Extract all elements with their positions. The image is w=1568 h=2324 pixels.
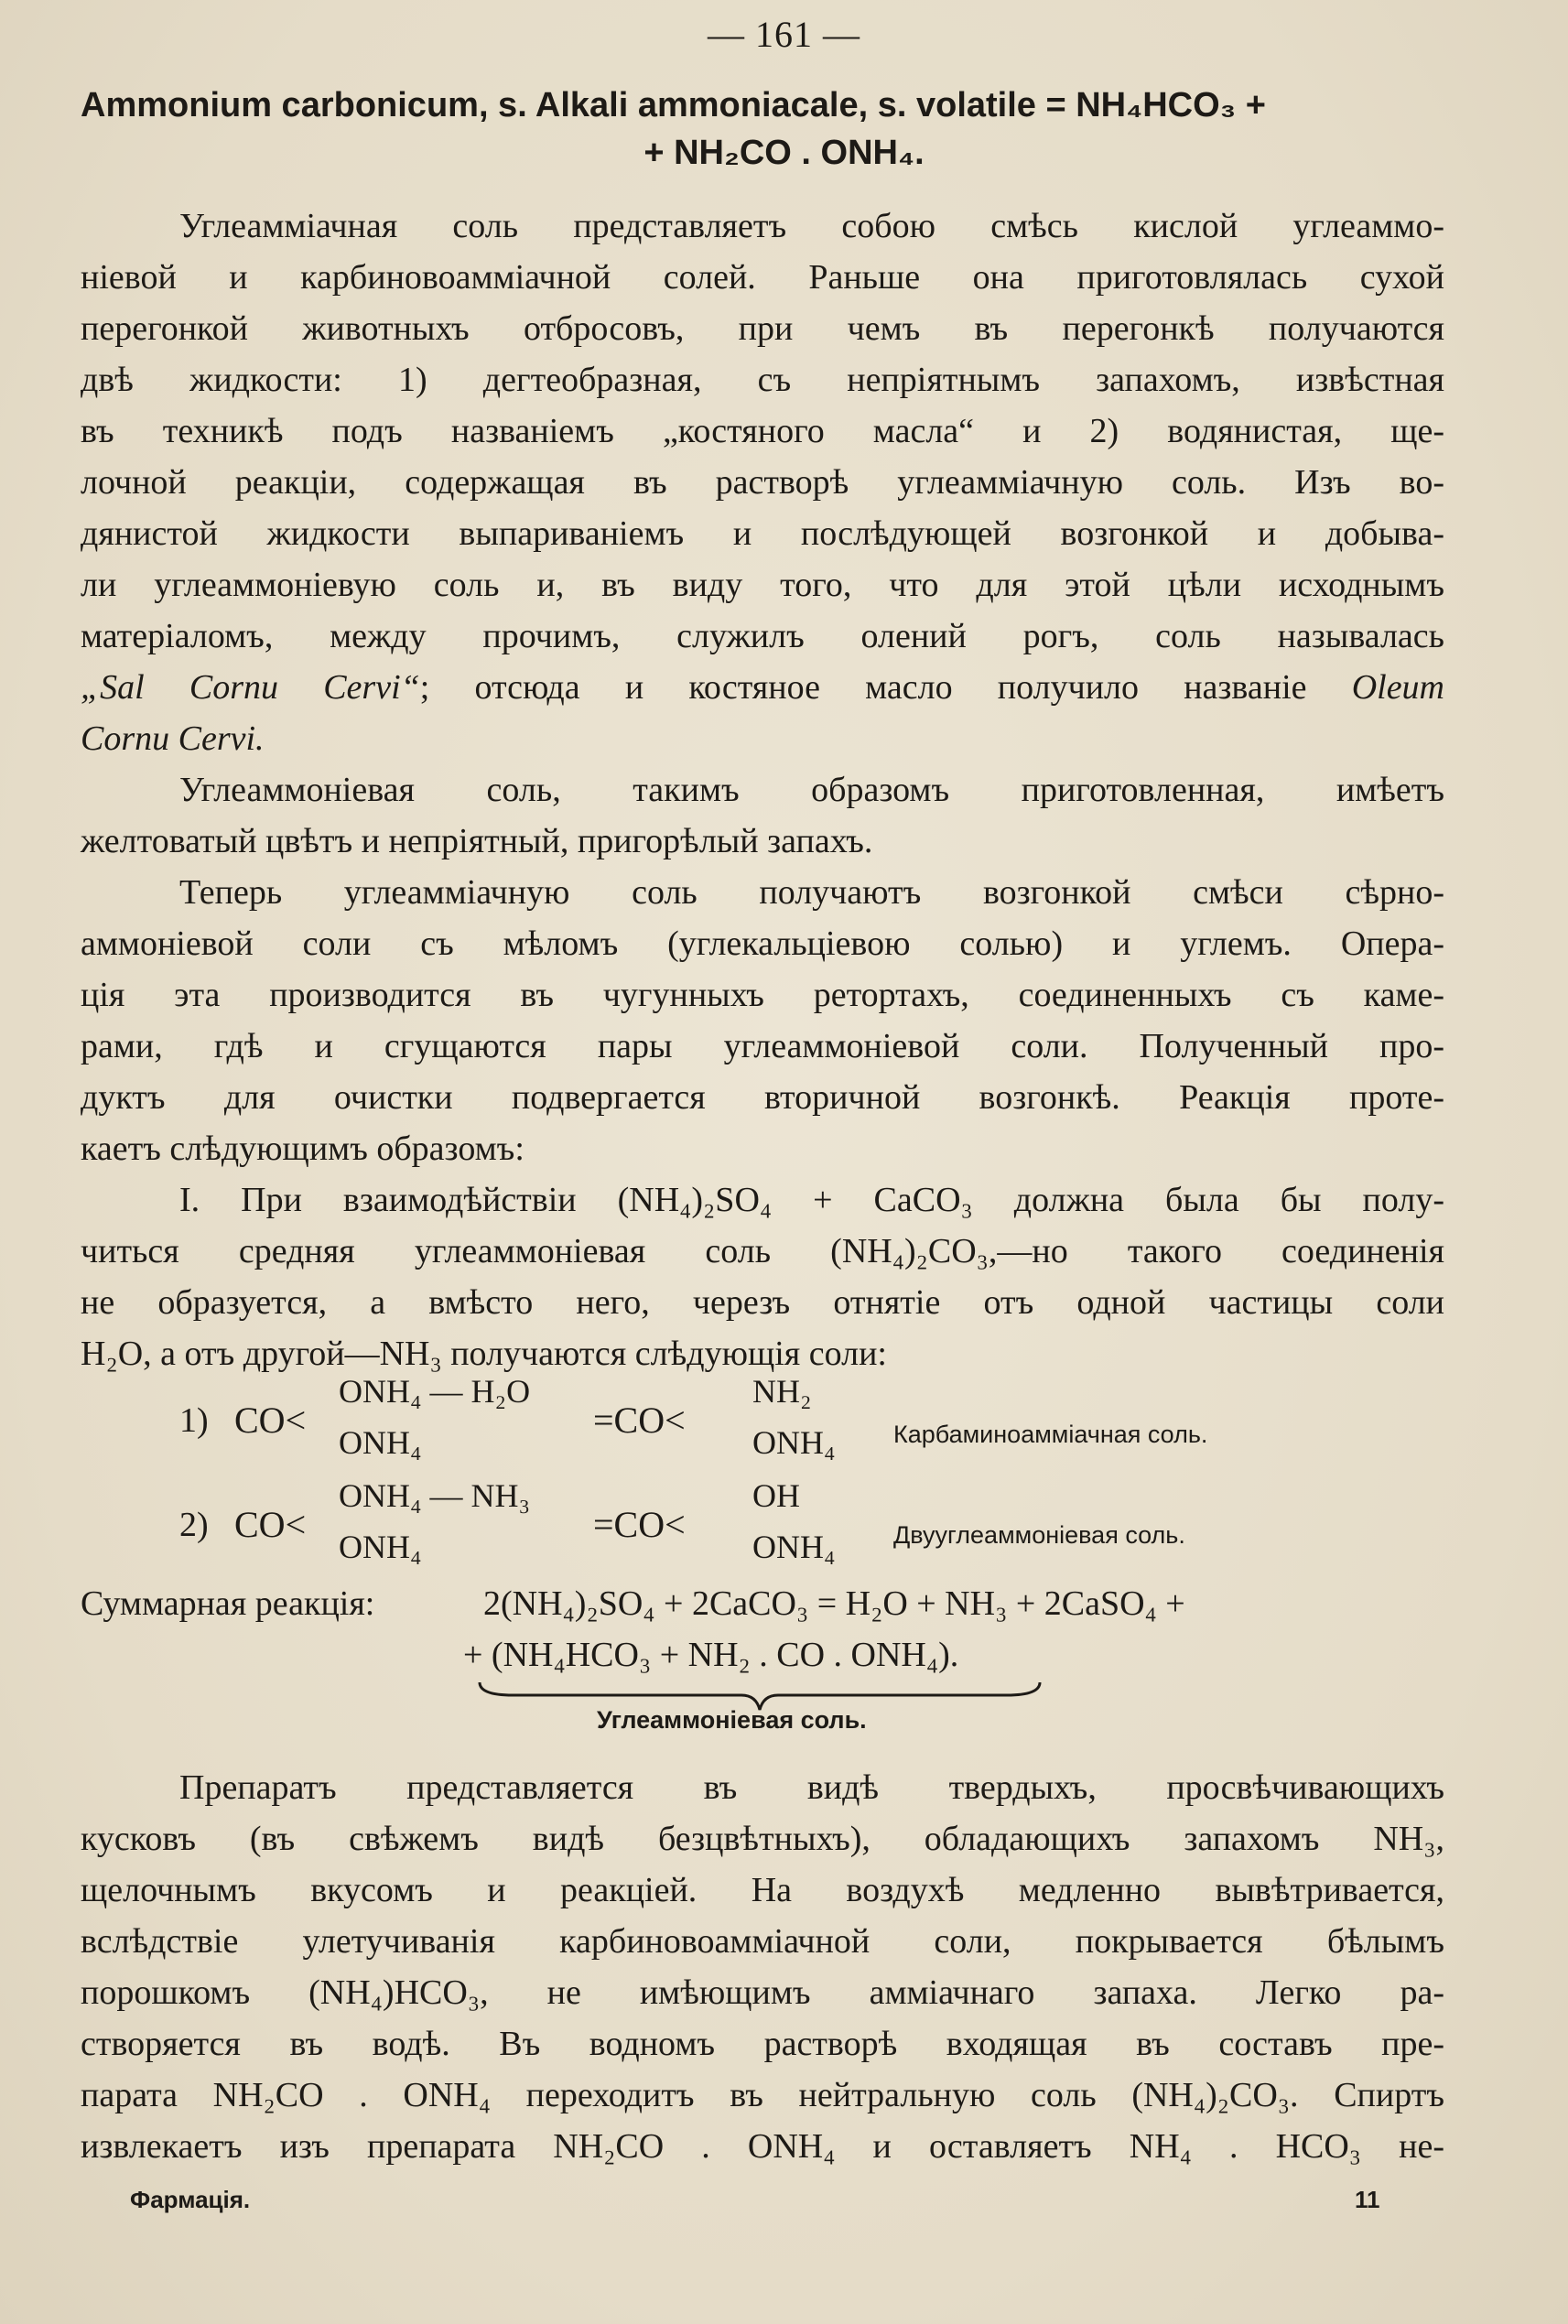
text-line: лочной реакціи, содержащая въ растворѣ углеамміачную соль. Изъ во- — [81, 463, 1444, 502]
reaction-product-label: Двууглеаммоніевая соль. — [893, 1521, 1185, 1549]
co-symbol: CO< — [234, 1504, 307, 1545]
summary-equation-line-1: 2(NH₄)₂SO₄ + 2CaCO₃ = H₂O + NH₃ + 2CaSO₄ + — [483, 1584, 1185, 1623]
left-bottom-group: ONH₄ — [339, 1424, 422, 1461]
right-bottom-group: ONH₄ — [752, 1424, 836, 1461]
summary-label: Суммарная реакція: — [81, 1584, 375, 1623]
left-top-group: ONH₄ — NH₃ — [339, 1477, 531, 1514]
footer-signature-number: 11 — [1355, 2186, 1380, 2213]
summary-equation-line-2: + (NH₄HCO₃ + NH₂ . CO . ONH₄). — [463, 1636, 959, 1674]
right-top-group: NH₂ — [752, 1373, 812, 1410]
text-line: дуктъ для очистки подвергается вторичной возгонкѣ. Реакція проте- — [81, 1078, 1444, 1117]
text-line: дянистой жидкости выпариваніемъ и послѣдующей возгонкой и добыва- — [81, 514, 1444, 553]
latin-term-line: Cornu Cervi. — [81, 719, 265, 758]
text-line: матеріаломъ, между прочимъ, служилъ олений рогъ, соль называлась — [81, 617, 1444, 655]
reaction-product-label: Карбаминоамміачная соль. — [893, 1421, 1208, 1448]
text-fragment: ; отсюда и костяное масло получило названіе — [419, 668, 1352, 707]
text-line: не образуется, а вмѣсто него, черезъ отнятіе отъ одной частицы соли — [81, 1283, 1444, 1322]
text-line: ніевой и карбиновоамміачной солей. Раньше она приготовлялась сухой — [81, 258, 1444, 297]
text-line: ція эта производится въ чугунныхъ ретортахъ, соединенныхъ съ каме- — [81, 976, 1444, 1014]
equals-co-symbol: =CO< — [593, 1504, 686, 1545]
right-bottom-group: ONH₄ — [752, 1529, 836, 1565]
text-line: Углеамміачная соль представляетъ собою смѣсь кислой углеаммо- — [179, 207, 1444, 245]
section-heading-line-1: Ammonium carbonicum, s. Alkali ammoniacale, s. volatile = NH₄HCO₃ + — [81, 86, 1266, 124]
left-top-group: ONH₄ — H₂O — [339, 1373, 531, 1410]
text-line: въ техникѣ подъ названіемъ „костяного масла“ и 2) водянистая, ще- — [81, 412, 1444, 450]
text-line: аммоніевой соли съ мѣломъ (углекальціевою солью) и углемъ. Опера- — [81, 924, 1444, 963]
text-line: парата NH₂CO . ONH₄ переходитъ въ нейтральную соль (NH₄)₂CO₃. Спиртъ — [81, 2076, 1444, 2114]
text-line: извлекаетъ изъ препарата NH₂CO . ONH₄ и оставляетъ NH₄ . HCO₃ не- — [81, 2127, 1444, 2166]
footer-book-title: Фармація. — [130, 2186, 251, 2213]
text-line: кусковъ (въ свѣжемъ видѣ безцвѣтныхъ), обладающихъ запахомъ NH₃, — [81, 1820, 1444, 1858]
reaction-number: 2) — [179, 1506, 209, 1544]
text-line: рами, гдѣ и сгущаются пары углеаммоніевой соли. Полученный про- — [81, 1027, 1444, 1065]
text-line: каетъ слѣдующимъ образомъ: — [81, 1130, 524, 1168]
left-bottom-group: ONH₄ — [339, 1529, 422, 1565]
equals-co-symbol: =CO< — [593, 1400, 686, 1441]
text-line: щелочнымъ вкусомъ и реакціей. На воздухѣ медленно вывѣтривается, — [81, 1871, 1444, 1909]
text-line: желтоватый цвѣтъ и непріятный, пригорѣлый запахъ. — [81, 822, 873, 860]
page-number: — 161 — — [708, 14, 860, 55]
latin-term: „Sal Cornu Cervi“ — [81, 668, 420, 707]
right-top-group: OH — [752, 1477, 800, 1514]
text-line: H₂O, а отъ другой—NH₃ получаются слѣдующія соли: — [81, 1335, 887, 1373]
text-line: створяется въ водѣ. Въ водномъ растворѣ входящая въ составъ пре- — [81, 2025, 1444, 2063]
underbrace-label: Углеаммоніевая соль. — [597, 1706, 867, 1734]
text-line: двѣ жидкости: 1) дегтеобразная, съ непріятнымъ запахомъ, извѣстная — [81, 361, 1444, 399]
text-line: читься средняя углеаммоніевая соль (NH₄)₂CO₃,—но такого соединенія — [81, 1232, 1444, 1270]
text-line: вслѣдствіе улетучиванія карбиновоамміачной соли, покрывается бѣлымъ — [81, 1922, 1444, 1961]
section-heading-line-2: + NH₂CO . ONH₄. — [643, 134, 925, 172]
text-line: Теперь углеамміачную соль получаютъ возгонкой смѣси сѣрно- — [179, 873, 1444, 912]
text-line: порошкомъ (NH₄)HCO₃, не имѣющимъ амміачнаго запаха. Легко ра- — [81, 1973, 1444, 2012]
text-line-mixed — [81, 665, 1444, 710]
co-symbol: CO< — [234, 1400, 307, 1441]
text-line: Препаратъ представляется въ видѣ твердыхъ, просвѣчивающихъ — [179, 1768, 1444, 1807]
latin-term: Oleum — [1351, 668, 1444, 707]
text-line: I. При взаимодѣйствіи (NH₄)₂SO₄ + CaCO₃ должна была бы полу- — [179, 1181, 1444, 1219]
text-line: ли углеаммоніевую соль и, въ виду того, что для этой цѣли исходнымъ — [81, 566, 1444, 604]
reaction-number: 1) — [179, 1401, 209, 1440]
text-line: Углеаммоніевая соль, такимъ образомъ приготовленная, имѣетъ — [179, 771, 1444, 809]
text-line: перегонкой животныхъ отбросовъ, при чемъ въ перегонкѣ получаются — [81, 309, 1444, 348]
